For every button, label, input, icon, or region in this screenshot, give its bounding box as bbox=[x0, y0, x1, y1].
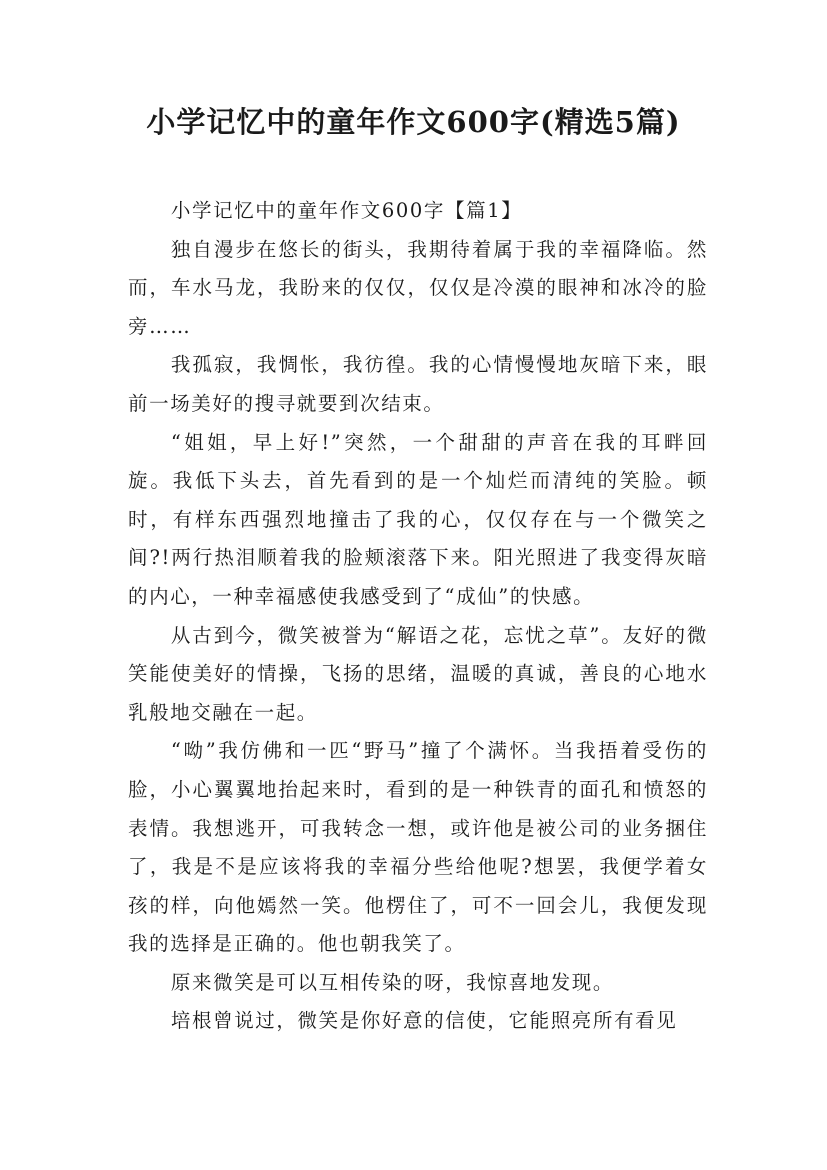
paragraph: “呦”我仿佛和一匹“野马”撞了个满怀。当我捂着受伤的脸，小心翼翼地抬起来时，看到的是一种铁青的面孔和愤怒的表情。我想逃开，可我转念一想，或许他是被公司的业务捆住了，我是不是应该将我的幸福分些给他呢?想罢，我便学着女孩的样，向他嫣然一笑。他楞住了，可不一回会儿，我便发现我的选择是正确的。他也朝我笑了。 bbox=[128, 739, 708, 956]
paragraph: “姐姐，早上好!”突然，一个甜甜的声音在我的耳畔回旋。我低下头去，首先看到的是一个灿烂而清纯的笑脸。顿时，有样东西强烈地撞击了我的心，仅仅存在与一个微笑之间?!两行热泪顺着我的脸颊滚落下来。阳光照进了我变得灰暗的内心，一种幸福感使我感受到了“成仙”的快感。 bbox=[128, 430, 708, 608]
paragraph: 我孤寂，我惆怅，我彷徨。我的心情慢慢地灰暗下来，眼前一场美好的搜寻就要到次结束。 bbox=[128, 353, 708, 415]
paragraph: 原来微笑是可以互相传染的呀，我惊喜地发现。 bbox=[170, 970, 614, 994]
paragraph: 独自漫步在悠长的街头，我期待着属于我的幸福降临。然而，车水马龙，我盼来的仅仅，仅仅是冷漠的眼神和冰冷的脸旁…… bbox=[128, 237, 708, 338]
section-heading: 小学记忆中的童年作文600字【篇1】 bbox=[170, 199, 523, 222]
document-body bbox=[128, 192, 708, 1041]
document-title: 小学记忆中的童年作文600字(精选5篇) bbox=[146, 105, 681, 139]
paragraph: 培根曾说过，微笑是你好意的信使，它能照亮所有看见 bbox=[170, 1009, 678, 1033]
paragraph: 从古到今，微笑被誉为“解语之花，忘忧之草”。友好的微笑能使美好的情操，飞扬的思绪，温暖的真诚，善良的心地水乳般地交融在一起。 bbox=[128, 623, 708, 724]
